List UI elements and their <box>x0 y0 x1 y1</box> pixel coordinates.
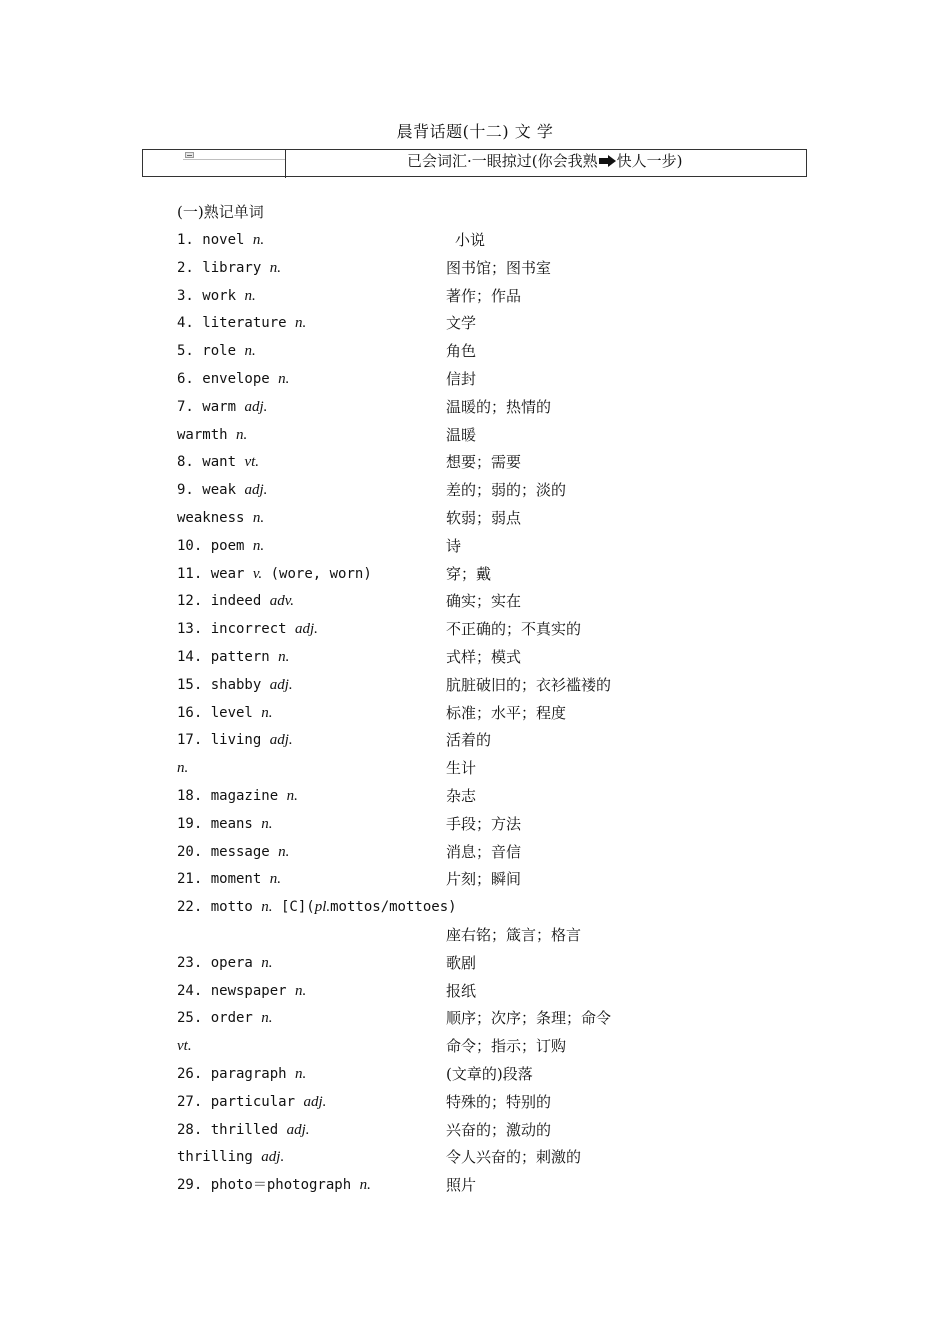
vocab-row <box>177 506 697 534</box>
vocab-term <box>177 673 293 697</box>
vocab-term <box>177 450 259 474</box>
vocab-meaning: 顺序；次序；条理；命令 <box>446 1009 612 1028</box>
vocab-row <box>177 840 697 868</box>
vocab-meaning: 歌剧 <box>446 953 477 972</box>
vocab-term <box>177 311 306 335</box>
vocab-word: 20. message <box>177 843 270 860</box>
section-banner <box>142 149 807 177</box>
vocab-pos: n. <box>177 760 189 777</box>
vocab-forms <box>271 566 372 582</box>
vocab-pos: n. <box>261 815 273 832</box>
vocab-meaning: 令人兴奋的；刺激的 <box>446 1148 582 1167</box>
vocab-meaning: 照片 <box>446 1176 477 1195</box>
vocab-row <box>177 645 697 673</box>
banner-rule <box>183 159 285 160</box>
vocab-pos: adj. <box>269 676 293 693</box>
vocab-pos: n. <box>295 1065 307 1082</box>
vocab-term <box>177 617 318 641</box>
vocab-row <box>177 895 697 923</box>
vocab-row <box>177 617 697 645</box>
vocab-pos: n. <box>359 1177 371 1194</box>
vocab-pos: n. <box>278 648 290 665</box>
section-heading: (一)熟记单词 <box>177 203 264 221</box>
right-arrow-icon <box>599 155 616 167</box>
vocab-term <box>177 812 273 836</box>
vocab-term <box>177 506 264 530</box>
vocab-word: 21. moment <box>177 871 262 888</box>
vocab-row <box>177 1034 697 1062</box>
vocab-term <box>177 728 293 752</box>
vocab-pos: adv. <box>269 593 295 610</box>
vocab-term <box>177 1006 273 1030</box>
vocab-row <box>177 228 697 256</box>
vocab-word: 14. pattern <box>177 648 270 665</box>
vocab-meaning: 座右铭；箴言；格言 <box>446 925 582 944</box>
vocab-word: 25. order <box>177 1010 253 1027</box>
vocab-term <box>177 1090 326 1114</box>
banner-text-after: 快人一步) <box>616 152 683 170</box>
vocab-pos: n. <box>252 232 265 248</box>
vocab-term <box>177 339 256 363</box>
vocab-list <box>177 228 697 1201</box>
vocab-term <box>177 367 289 391</box>
vocab-term <box>177 228 264 252</box>
vocab-meaning: 生计 <box>446 759 477 778</box>
vocab-meaning: (文章的)段落 <box>446 1064 533 1083</box>
vocab-row <box>177 1173 697 1201</box>
vocab-term <box>177 867 281 891</box>
vocab-row <box>177 979 697 1007</box>
vocab-pos: n. <box>269 871 281 888</box>
vocab-meaning: 片刻；瞬间 <box>446 870 522 889</box>
vocab-word: 17. living <box>177 732 262 749</box>
vocab-word: 1. novel <box>177 232 245 248</box>
vocab-forms-pos: pl. <box>314 899 331 916</box>
vocab-word: 27. particular <box>177 1093 296 1110</box>
vocab-row <box>177 1118 697 1146</box>
vocab-pos: n. <box>261 704 273 721</box>
vocab-meaning: 诗 <box>446 536 462 555</box>
vocab-pos: n. <box>278 843 290 860</box>
vocab-row <box>177 1090 697 1118</box>
vocab-term <box>177 645 289 669</box>
vocab-term <box>177 562 372 586</box>
vocab-word: 29. photo＝photograph <box>177 1177 352 1194</box>
vocab-meaning: 穿；戴 <box>446 564 492 583</box>
vocab-row <box>177 812 697 840</box>
vocab-pos: n. <box>278 370 290 387</box>
vocab-row <box>177 756 697 784</box>
vocab-word: 6. envelope <box>177 370 270 387</box>
vocab-row <box>177 673 697 701</box>
vocab-term <box>177 478 267 502</box>
vocab-word: 18. magazine <box>177 787 279 804</box>
vocab-row <box>177 867 697 895</box>
vocab-row <box>177 1006 697 1034</box>
vocab-term <box>177 256 281 280</box>
vocab-word: 2. library <box>177 259 262 276</box>
vocab-row <box>177 534 697 562</box>
vocab-word: warmth <box>177 426 228 443</box>
vocab-meaning: 信封 <box>446 369 477 388</box>
vocab-row <box>177 367 697 395</box>
vocab-meaning: 手段；方法 <box>446 814 522 833</box>
vocab-word: 26. paragraph <box>177 1065 287 1082</box>
vocab-term <box>177 534 264 558</box>
vocab-row <box>177 728 697 756</box>
vocab-meaning: 标准；水平；程度 <box>446 703 567 722</box>
vocab-meaning: 著作；作品 <box>446 286 522 305</box>
vocab-meaning: 温暖 <box>446 425 477 444</box>
vocab-pos: v. <box>252 565 263 582</box>
vocab-word: 9. weak <box>177 482 237 499</box>
minimize-icon <box>185 152 194 158</box>
vocab-term <box>177 1034 192 1058</box>
vocab-row <box>177 423 697 451</box>
vocab-term <box>177 284 256 308</box>
vocab-row <box>177 701 697 729</box>
vocab-word: 24. newspaper <box>177 982 287 999</box>
vocab-row <box>177 1062 697 1090</box>
vocab-pos: adj. <box>244 398 268 415</box>
vocab-term <box>177 1145 284 1169</box>
vocab-meaning: 确实；实在 <box>446 592 522 611</box>
banner-text <box>407 150 682 177</box>
vocab-term <box>177 701 273 725</box>
vocab-pos: adj. <box>261 1149 285 1166</box>
vocab-pos: n. <box>236 426 248 443</box>
vocab-pos: n. <box>244 287 256 304</box>
vocab-meaning: 式样；模式 <box>446 647 522 666</box>
vocab-row <box>177 395 697 423</box>
vocab-pos: vt. <box>177 1038 192 1055</box>
vocab-pos: adj. <box>303 1093 327 1110</box>
vocab-meaning: 角色 <box>446 342 477 361</box>
vocab-meaning: 肮脏破旧的；衣衫褴褛的 <box>446 675 612 694</box>
vocab-pos: n. <box>252 537 265 554</box>
vocab-forms <box>281 899 457 915</box>
vocab-pos: n. <box>261 954 273 971</box>
vocab-term <box>177 423 247 447</box>
vocab-meaning: 文学 <box>446 314 477 333</box>
vocab-meaning: 温暖的；热情的 <box>446 397 552 416</box>
vocab-meaning: 不正确的；不真实的 <box>446 620 582 639</box>
vocab-forms-tail: mottos/mottoes) <box>330 899 457 916</box>
vocab-row <box>177 256 697 284</box>
vocab-word: 12. indeed <box>177 593 262 610</box>
vocab-meaning: 软弱；弱点 <box>446 508 522 527</box>
vocab-word: 19. means <box>177 815 253 832</box>
vocab-pos: n. <box>252 509 265 526</box>
vocab-word: thrilling <box>177 1149 253 1166</box>
vocab-meaning: 特殊的；特别的 <box>446 1092 552 1111</box>
vocab-meaning: 活着的 <box>446 731 492 750</box>
vocab-pos: n. <box>295 315 307 332</box>
vocab-word: 4. literature <box>177 315 287 332</box>
vocab-meaning: 兴奋的；激动的 <box>446 1120 552 1139</box>
vocab-pos: n. <box>244 343 256 360</box>
vocab-meaning: 想要；需要 <box>446 453 522 472</box>
vocab-word: 28. thrilled <box>177 1121 279 1138</box>
vocab-row <box>177 339 697 367</box>
vocab-word: 8. want <box>177 454 237 471</box>
vocab-pos: adj. <box>286 1121 310 1138</box>
vocab-row <box>177 1145 697 1173</box>
vocab-row <box>177 562 697 590</box>
vocab-pos: adj. <box>244 482 268 499</box>
vocab-word: weakness <box>177 509 245 526</box>
vocab-pos: n. <box>269 259 281 276</box>
vocab-pos: n. <box>261 899 273 916</box>
vocab-row <box>177 284 697 312</box>
vocab-term <box>177 951 273 975</box>
vocab-pos: n. <box>295 982 307 999</box>
vocab-pos: vt. <box>244 454 260 471</box>
vocab-term <box>177 1118 310 1142</box>
vocab-meaning: 图书馆；图书室 <box>446 258 552 277</box>
vocab-term <box>177 1062 306 1086</box>
vocab-term <box>177 1173 371 1197</box>
vocab-row <box>177 923 697 951</box>
vocab-pos: adj. <box>269 732 293 749</box>
vocab-forms-text: (wore, worn) <box>270 565 372 582</box>
vocab-word: 22. motto <box>177 899 253 916</box>
vocab-meaning: 报纸 <box>446 981 477 1000</box>
vocab-term <box>177 589 294 613</box>
vocab-meaning: 杂志 <box>446 786 477 805</box>
vocab-meaning: 小说 <box>455 231 486 249</box>
vocab-term <box>177 979 306 1003</box>
banner-text-before: 已会词汇·一眼掠过(你会我熟 <box>407 152 598 170</box>
vocab-word: 15. shabby <box>177 676 262 693</box>
vocab-term <box>177 840 289 864</box>
vocab-word: 11. wear <box>177 565 245 582</box>
vocab-row <box>177 311 697 339</box>
vocab-term <box>177 756 188 780</box>
vocab-meaning: 消息；音信 <box>446 842 522 861</box>
vocab-term <box>177 395 267 419</box>
vocab-word: 13. incorrect <box>177 621 287 638</box>
vocab-row <box>177 951 697 979</box>
vocab-row <box>177 589 697 617</box>
vocab-row <box>177 784 697 812</box>
vocab-meaning: 差的；弱的；淡的 <box>446 481 567 500</box>
vocab-term <box>177 784 298 808</box>
page-title: 晨背话题(十二) 文 学 <box>396 122 554 141</box>
vocab-term <box>177 895 457 919</box>
vocab-word: 16. level <box>177 704 253 721</box>
vocab-word: 23. opera <box>177 954 253 971</box>
vocab-meaning: 命令；指示；订购 <box>446 1037 567 1056</box>
banner-divider <box>285 150 286 178</box>
vocab-forms-text: [C]( <box>280 899 315 916</box>
vocab-pos: n. <box>261 1010 273 1027</box>
vocab-word: 10. poem <box>177 537 245 554</box>
vocab-row <box>177 478 697 506</box>
vocab-word: 5. role <box>177 343 237 360</box>
vocab-pos: adj. <box>295 621 318 638</box>
vocab-row <box>177 450 697 478</box>
vocab-word: 7. warm <box>177 398 237 415</box>
vocab-word: 3. work <box>177 287 237 304</box>
vocab-pos: n. <box>286 787 298 804</box>
